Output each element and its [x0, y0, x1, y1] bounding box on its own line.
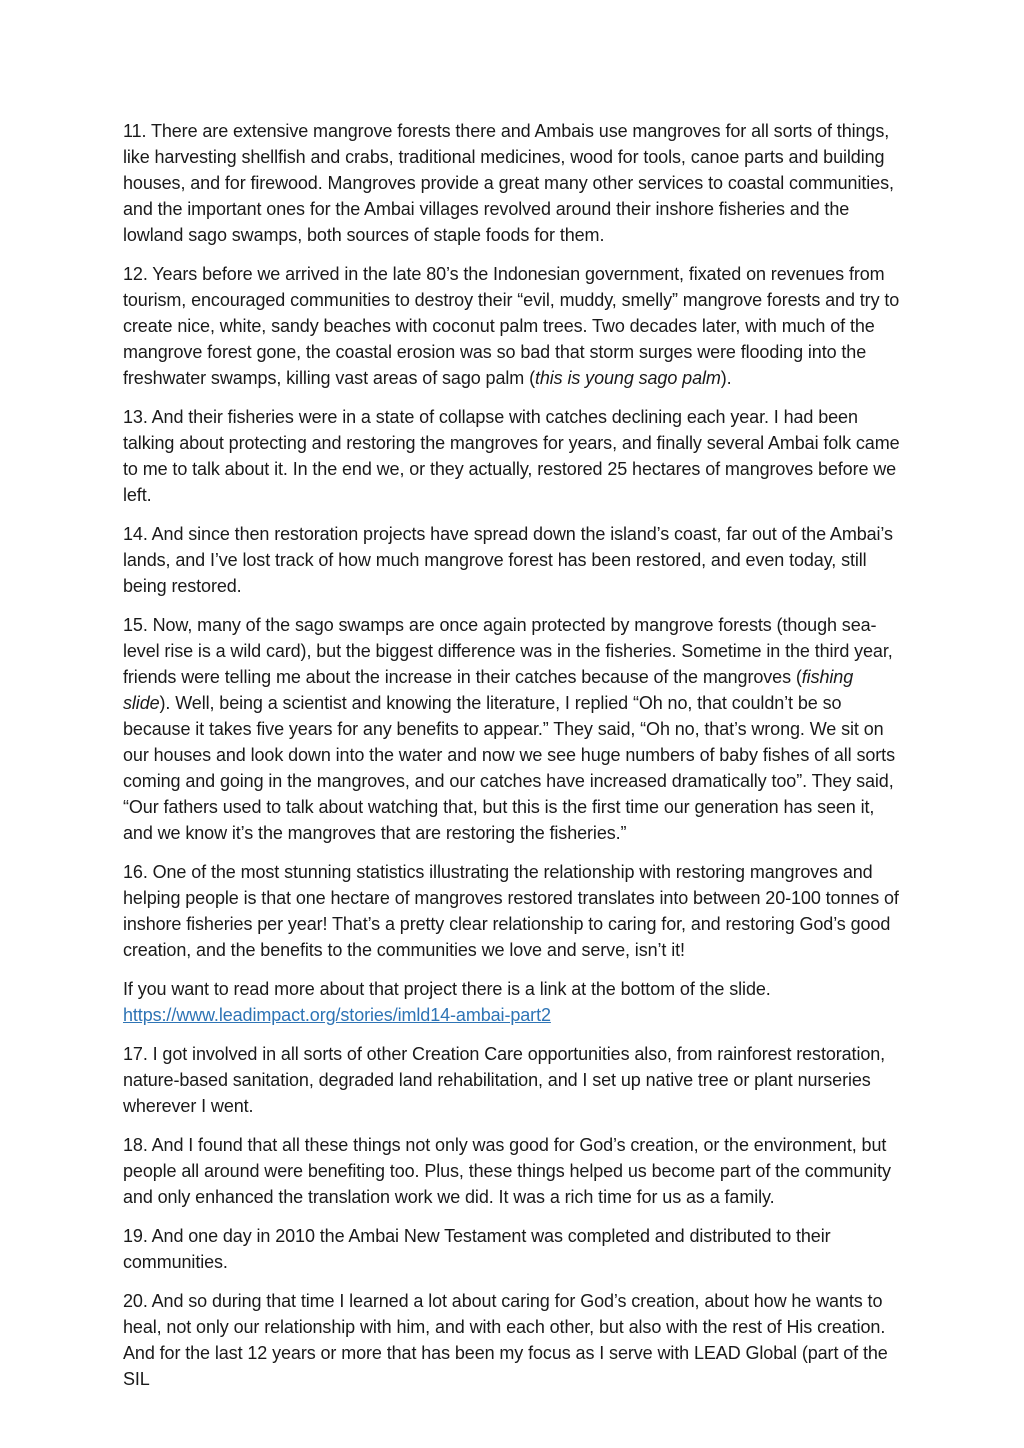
paragraph-17 [123, 1041, 901, 1119]
text-run: 16. One of the most stunning statistics illustrating the relationship with restoring mangroves and helping people is that one hectare of mangroves restored translates into between 20-100 tonnes of inshore fisheries per year! That’s a pretty clear relationship to caring for, and restoring God’s good creation, and the benefits to the communities we love and serve, isn’t it! [123, 862, 899, 960]
paragraph-14 [123, 521, 901, 599]
italic-text-run: fishing slide [123, 667, 854, 713]
hyperlink[interactable]: https://www.leadimpact.org/stories/imld14-ambai-part2 [123, 1005, 551, 1025]
paragraph-13 [123, 404, 901, 508]
text-run: ). Well, being a scientist and knowing the literature, I replied “Oh no, that couldn’t be so because it takes five years for any benefits to appear.” They said, “Oh no, that’s wrong. We sit on our houses and look down into the water and now we see huge numbers of baby fishes of all sorts coming and going in the mangroves, and our catches have increased dramatically too”. They said, “Our fathers used to talk about watching that, but this is the first time our generation has seen it, and we know it’s the mangroves that are restoring the fisheries.” [123, 693, 895, 843]
paragraph-19 [123, 1223, 901, 1275]
paragraph-20 [123, 1288, 901, 1392]
text-run: 15. Now, many of the sago swamps are once again protected by mangrove forests (though sea-level rise is a wild card), but the biggest difference was in the fisheries. Sometime in the third year, friends were telling me about the increase in their catches because of the mangroves ( [123, 615, 893, 687]
text-run: If you want to read more about that project there is a link at the bottom of the slide. [123, 979, 771, 999]
text-run: 12. Years before we arrived in the late 80’s the Indonesian government, fixated on revenues from tourism, encouraged communities to destroy their “evil, muddy, smelly” mangrove forests and try to create nice, white, sandy beaches with coconut palm trees. Two decades later, with much of the mangrove forest gone, the coastal erosion was so bad that storm surges were flooding into the freshwater swamps, killing vast areas of sago palm ( [123, 264, 900, 388]
text-run: 20. And so during that time I learned a lot about caring for God’s creation, about how he wants to heal, not only our relationship with him, and with each other, but also with the rest of His creation. And for the last 12 years or more that has been my focus as I serve with LEAD Global (part of the SIL [123, 1291, 888, 1389]
text-run: 14. And since then restoration projects have spread down the island’s coast, far out of the Ambai’s lands, and I’ve lost track of how much mangrove forest has been restored, and even today, still being restored. [123, 524, 893, 596]
text-run: 17. I got involved in all sorts of other Creation Care opportunities also, from rainforest restoration, nature-based sanitation, degraded land rehabilitation, and I set up native tree or plant nurseries wherever I went. [123, 1044, 886, 1116]
paragraph-15 [123, 612, 901, 846]
paragraph-11 [123, 118, 901, 248]
paragraph-12 [123, 261, 901, 391]
paragraph-link [123, 976, 901, 1028]
paragraph-16 [123, 859, 901, 963]
text-run: 11. There are extensive mangrove forests there and Ambais use mangroves for all sorts of things, like harvesting shellfish and crabs, traditional medicines, wood for tools, canoe parts and building houses, and for firewood. Mangroves provide a great many other services to coastal communities, and the important ones for the Ambai villages revolved around their inshore fisheries and the lowland sago swamps, both sources of staple foods for them. [123, 121, 894, 245]
text-run: 18. And I found that all these things not only was good for God’s creation, or the environment, but people all around were benefiting too. Plus, these things helped us become part of the community and only enhanced the translation work we did. It was a rich time for us as a family. [123, 1135, 891, 1207]
italic-text-run: this is young sago palm [534, 368, 721, 388]
text-run: 13. And their fisheries were in a state of collapse with catches declining each year. I had been talking about protecting and restoring the mangroves for years, and finally several Ambai folk came to me to talk about it. In the end we, or they actually, restored 25 hectares of mangroves before we left. [123, 407, 900, 505]
text-run: 19. And one day in 2010 the Ambai New Testament was completed and distributed to their communities. [123, 1226, 831, 1272]
text-run: ). [720, 368, 732, 388]
paragraph-18 [123, 1132, 901, 1210]
